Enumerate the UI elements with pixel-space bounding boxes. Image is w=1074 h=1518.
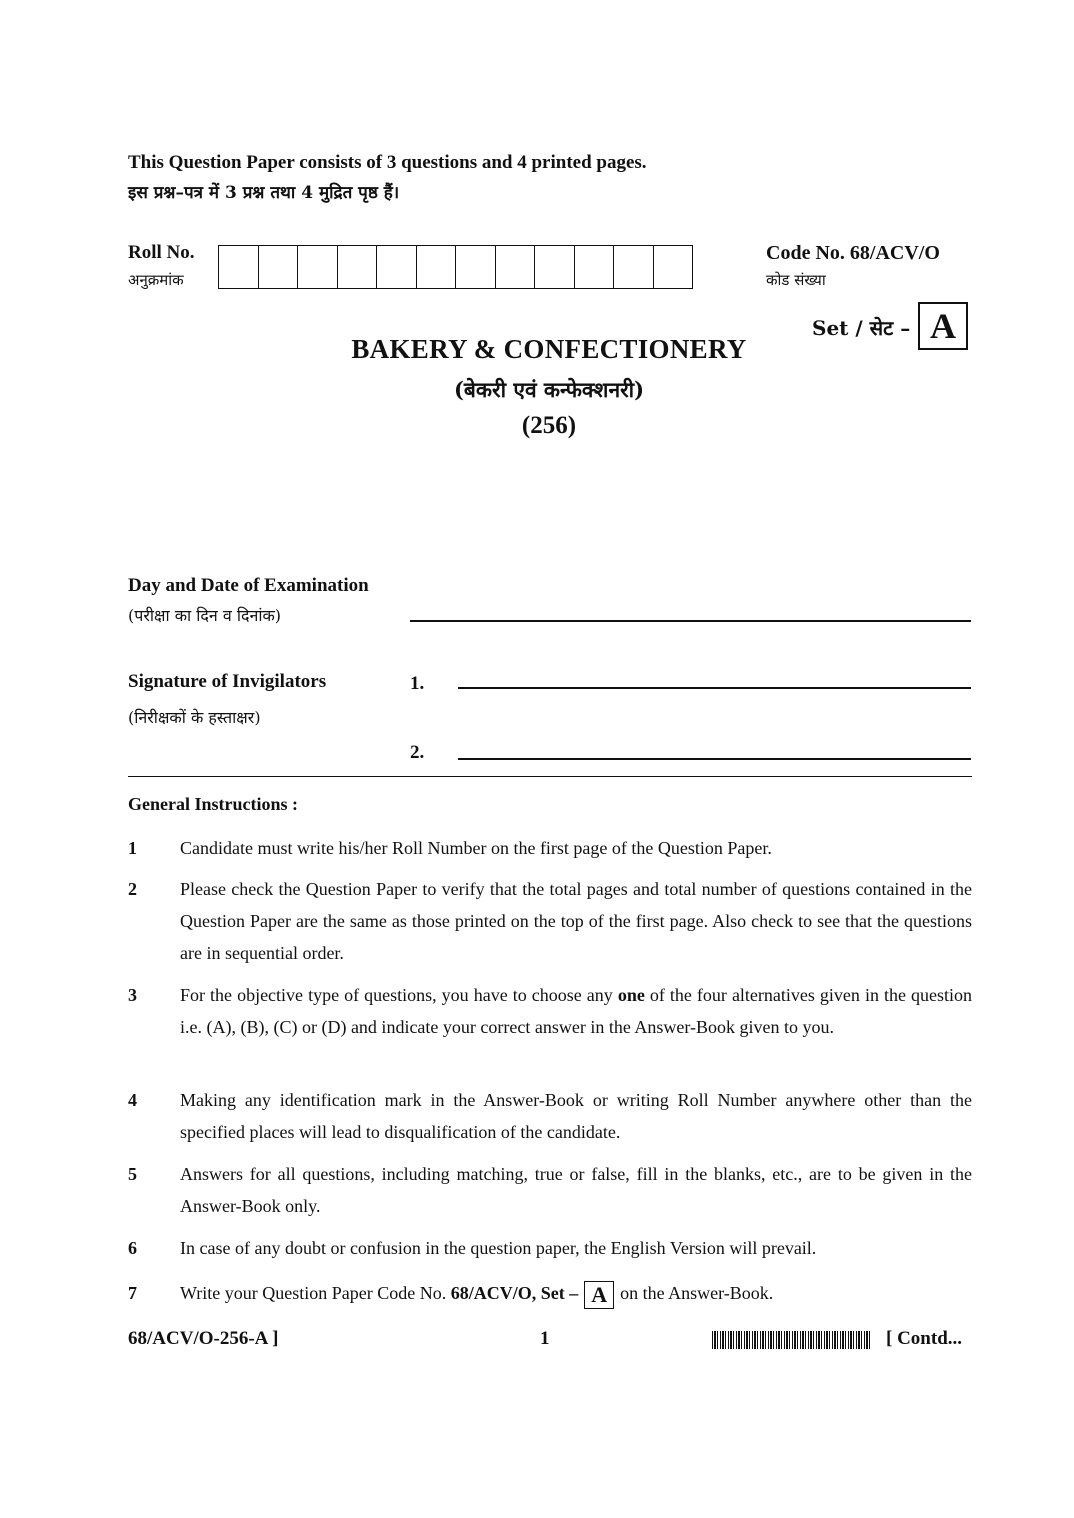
invigilator-signature-label-hindi: (निरीक्षकों के हस्ताक्षर) — [128, 708, 261, 727]
instruction-item — [128, 1158, 972, 1222]
instruction-text: In case of any doubt or confusion in the question paper, the English Version will prevail. — [180, 1238, 817, 1258]
roll-number-boxes[interactable] — [218, 245, 693, 289]
instruction-item — [128, 1084, 972, 1148]
roll-number-box[interactable] — [496, 246, 536, 288]
roll-number-box[interactable] — [654, 246, 693, 288]
signature-1-number: 1. — [410, 673, 425, 694]
roll-number-label-hindi: अनुक्रमांक — [128, 271, 184, 289]
subject-code: (256) — [521, 412, 577, 439]
roll-number-box[interactable] — [259, 246, 299, 288]
instruction-item — [128, 1232, 972, 1264]
exam-date-field[interactable] — [410, 620, 971, 622]
continued-label: [ Contd... — [886, 1328, 963, 1349]
instruction-text: For the objective type of questions, you have to choose any one of the four alternatives given in the question i.e. (A), (B), (C) or (D) and indicate your correct answer in the Answer-Book given to you. — [180, 985, 973, 1037]
section-divider — [128, 776, 972, 777]
subject-title-hindi: (बेकरी एवं कन्फेक्शनरी) — [453, 377, 645, 402]
instruction-text: Write your Question Paper Code No. 68/ACV/O, Set – A on the Answer-Book. — [180, 1282, 774, 1307]
set-label: Set / सेट – — [812, 316, 911, 340]
instruction-number: 4 — [128, 1090, 137, 1110]
roll-number-box[interactable] — [417, 246, 457, 288]
roll-number-box[interactable] — [456, 246, 496, 288]
exam-date-label-hindi: (परीक्षा का दिन व दिनांक) — [128, 606, 282, 625]
instruction-number: 7 — [128, 1283, 137, 1303]
subject-title: BAKERY & CONFECTIONERY — [351, 334, 747, 364]
instruction-number: 6 — [128, 1238, 137, 1258]
code-number: Code No. 68/ACV/O — [766, 242, 940, 264]
instruction-item — [128, 873, 972, 969]
roll-number-box[interactable] — [219, 246, 259, 288]
code-number-hindi: कोड संख्या — [766, 271, 826, 289]
roll-number-box[interactable] — [614, 246, 654, 288]
set-value-box: A — [918, 302, 968, 350]
roll-number-box[interactable] — [377, 246, 417, 288]
roll-number-box[interactable] — [535, 246, 575, 288]
instruction-number: 2 — [128, 879, 137, 899]
instruction-number: 1 — [128, 838, 137, 858]
page-number: 1 — [540, 1328, 550, 1349]
invigilator-signature-label: Signature of Invigilators — [128, 671, 327, 692]
pages-info-hindi: इस प्रश्न–पत्र में 3 प्रश्न तथा 4 मुद्रित पृष्ठ हैं। — [128, 183, 400, 203]
pages-info: This Question Paper consists of 3 questions and 4 printed pages. — [128, 152, 647, 173]
instruction-text: Candidate must write his/her Roll Number on the first page of the Question Paper. — [180, 838, 772, 858]
signature-2-number: 2. — [410, 742, 425, 763]
instruction-item — [128, 979, 972, 1043]
signature-2-field[interactable] — [458, 758, 971, 760]
instruction-item — [128, 832, 972, 864]
instruction-text: Making any identification mark in the Answer-Book or writing Roll Number anywhere other than the specified places will lead to disqualification of the candidate. — [180, 1090, 972, 1142]
barcode-image — [712, 1331, 872, 1349]
instruction-text: Answers for all questions, including matching, true or false, fill in the blanks, etc., are to be given in the Answer-Book only. — [180, 1164, 972, 1216]
instruction-number: 5 — [128, 1164, 137, 1184]
roll-number-box[interactable] — [338, 246, 378, 288]
set-inline-box: A — [584, 1281, 614, 1309]
instruction-item — [128, 1277, 972, 1309]
instruction-number: 3 — [128, 985, 137, 1005]
footer-paper-code: 68/ACV/O-256-A ] — [128, 1328, 279, 1349]
roll-number-box[interactable] — [298, 246, 338, 288]
roll-number-box[interactable] — [575, 246, 615, 288]
exam-date-label: Day and Date of Examination — [128, 575, 369, 596]
instruction-text: Please check the Question Paper to verify that the total pages and total number of questions contained in the Question Paper are the same as those printed on the top of the first page. Also check to see that the questions are in sequential order. — [180, 879, 972, 963]
instructions-heading: General Instructions : — [128, 794, 298, 814]
roll-number-label: Roll No. — [128, 242, 195, 263]
signature-1-field[interactable] — [458, 687, 971, 689]
